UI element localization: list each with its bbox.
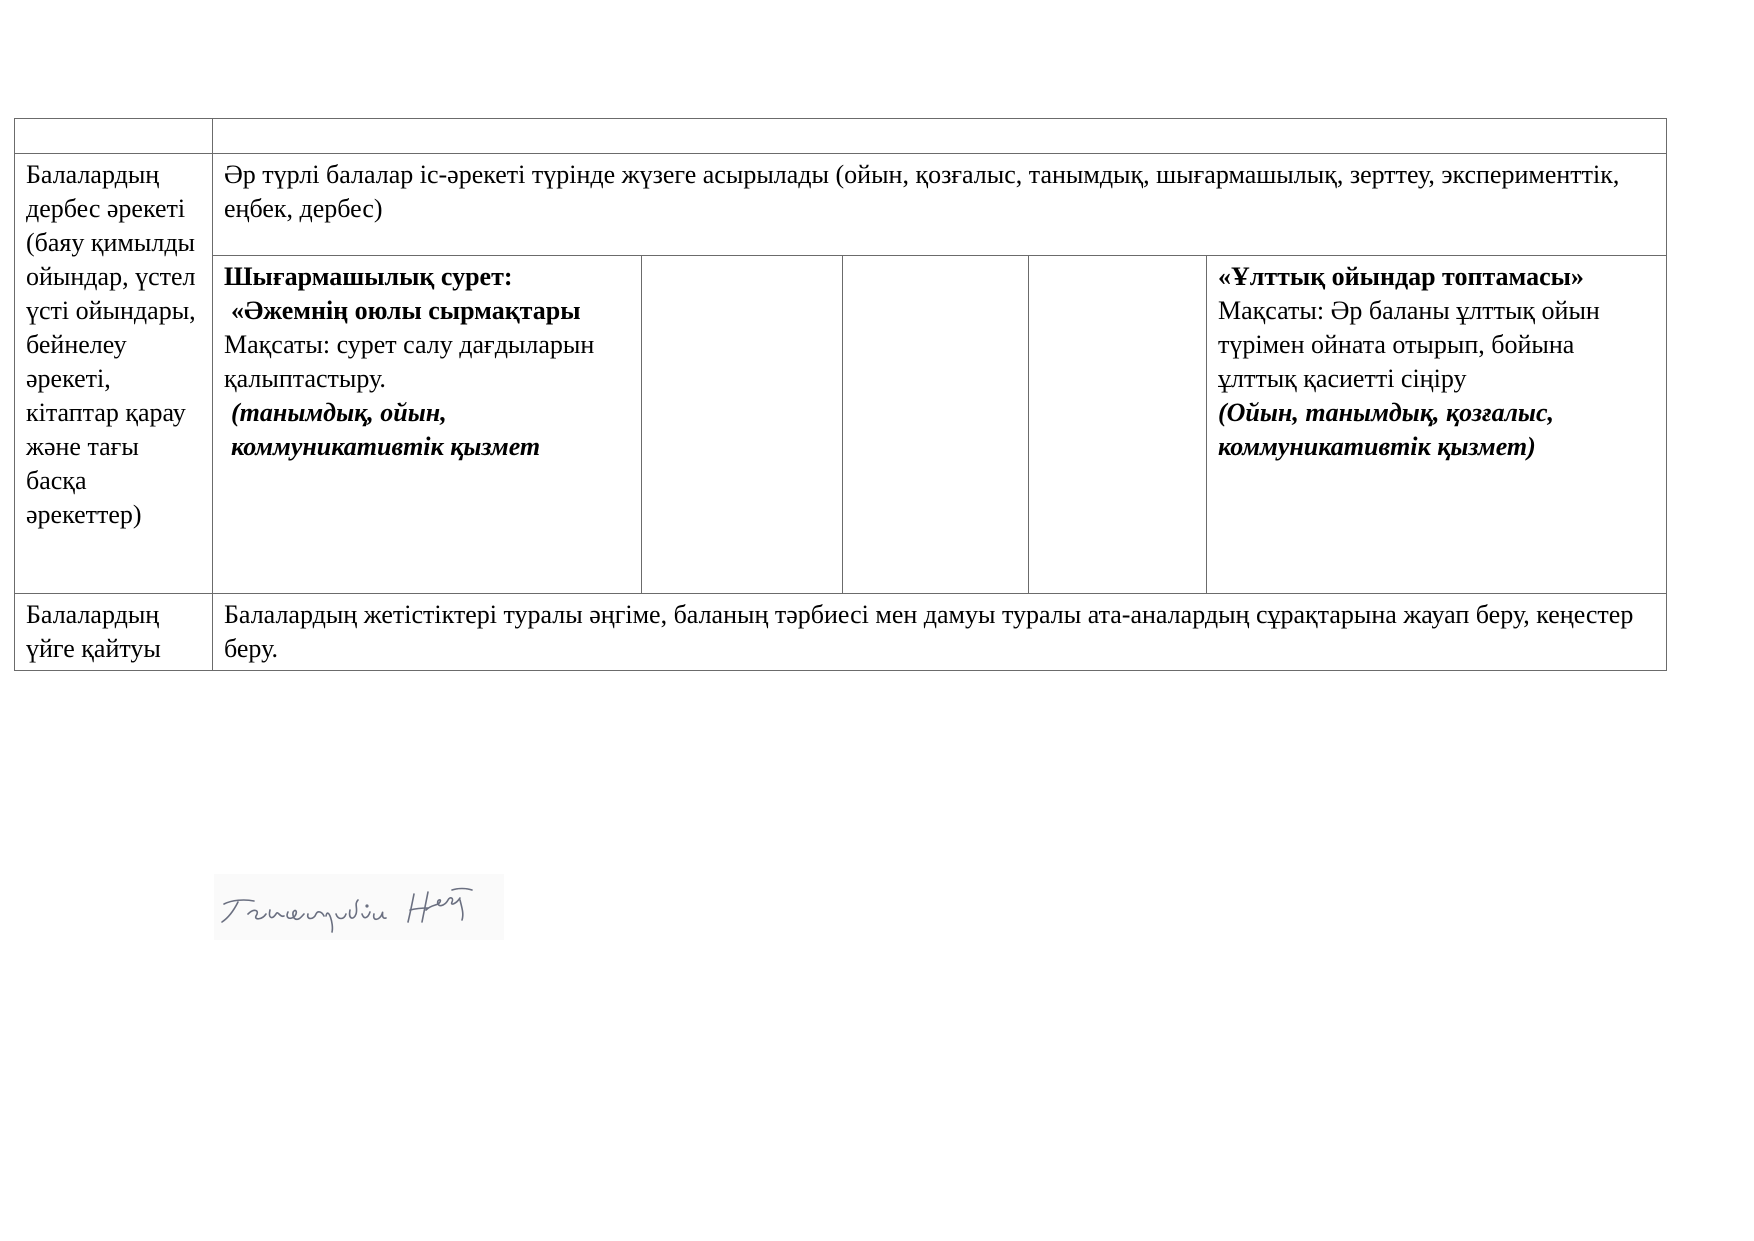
activity-cell-day-5 <box>1207 256 1667 594</box>
table-row-going-home <box>15 594 1667 671</box>
activity-type: (Ойын, танымдық, қозғалыс, коммуникативтік қызмет) <box>1218 398 1554 461</box>
activity-cell-day-4 <box>1029 256 1207 594</box>
independent-activity-description: Әр түрлі балалар іс-әрекеті түрінде жүзеге асырылады (ойын, қозғалыс, танымдық, шығармашылық, зерттеу, эксперименттік, еңбек, дербес) <box>213 154 1667 256</box>
schedule-table <box>14 118 1667 671</box>
empty-label-cell <box>15 119 213 154</box>
going-home-label: Балалардың үйге қайтуы <box>15 594 213 671</box>
activity-title: «Ұлттық ойындар топтамасы» <box>1218 262 1584 291</box>
activity-title-line-2: «Әжемнің оюлы сырмақтары <box>231 296 581 325</box>
activity-goal: Мақсаты: сурет салу дағдыларын қалыптастыру. <box>224 330 595 393</box>
independent-activity-label: Балалардың дербес әрекеті (баяу қимылды ойындар, үстел үсті ойындары, бейнелеу әрекеті, кітаптар қарау және тағы басқа әрекеттер) <box>15 154 213 594</box>
table-row-independent-activity <box>15 154 1667 256</box>
activity-goal: Мақсаты: Әр баланы ұлттық ойын түрімен ойната отырып, бойына ұлттық қасиетті сіңіру <box>1218 296 1600 393</box>
activity-title-line-1: Шығармашылық сурет: <box>224 262 513 291</box>
handwritten-signature <box>214 874 504 940</box>
activity-cell-day-1 <box>213 256 642 594</box>
going-home-description: Балалардың жетістіктері туралы әңгіме, баланың тәрбиесі мен дамуы туралы ата-аналардың сұрақтарына жауап беру, кеңестер беру. <box>213 594 1667 671</box>
activity-cell-day-2 <box>642 256 843 594</box>
empty-content-cell <box>213 119 1667 154</box>
table-row-empty <box>15 119 1667 154</box>
activity-type: (танымдық, ойын, коммуникативтік қызмет <box>231 398 541 461</box>
activity-cell-day-3 <box>843 256 1029 594</box>
table-row-activity-days <box>15 256 1667 594</box>
